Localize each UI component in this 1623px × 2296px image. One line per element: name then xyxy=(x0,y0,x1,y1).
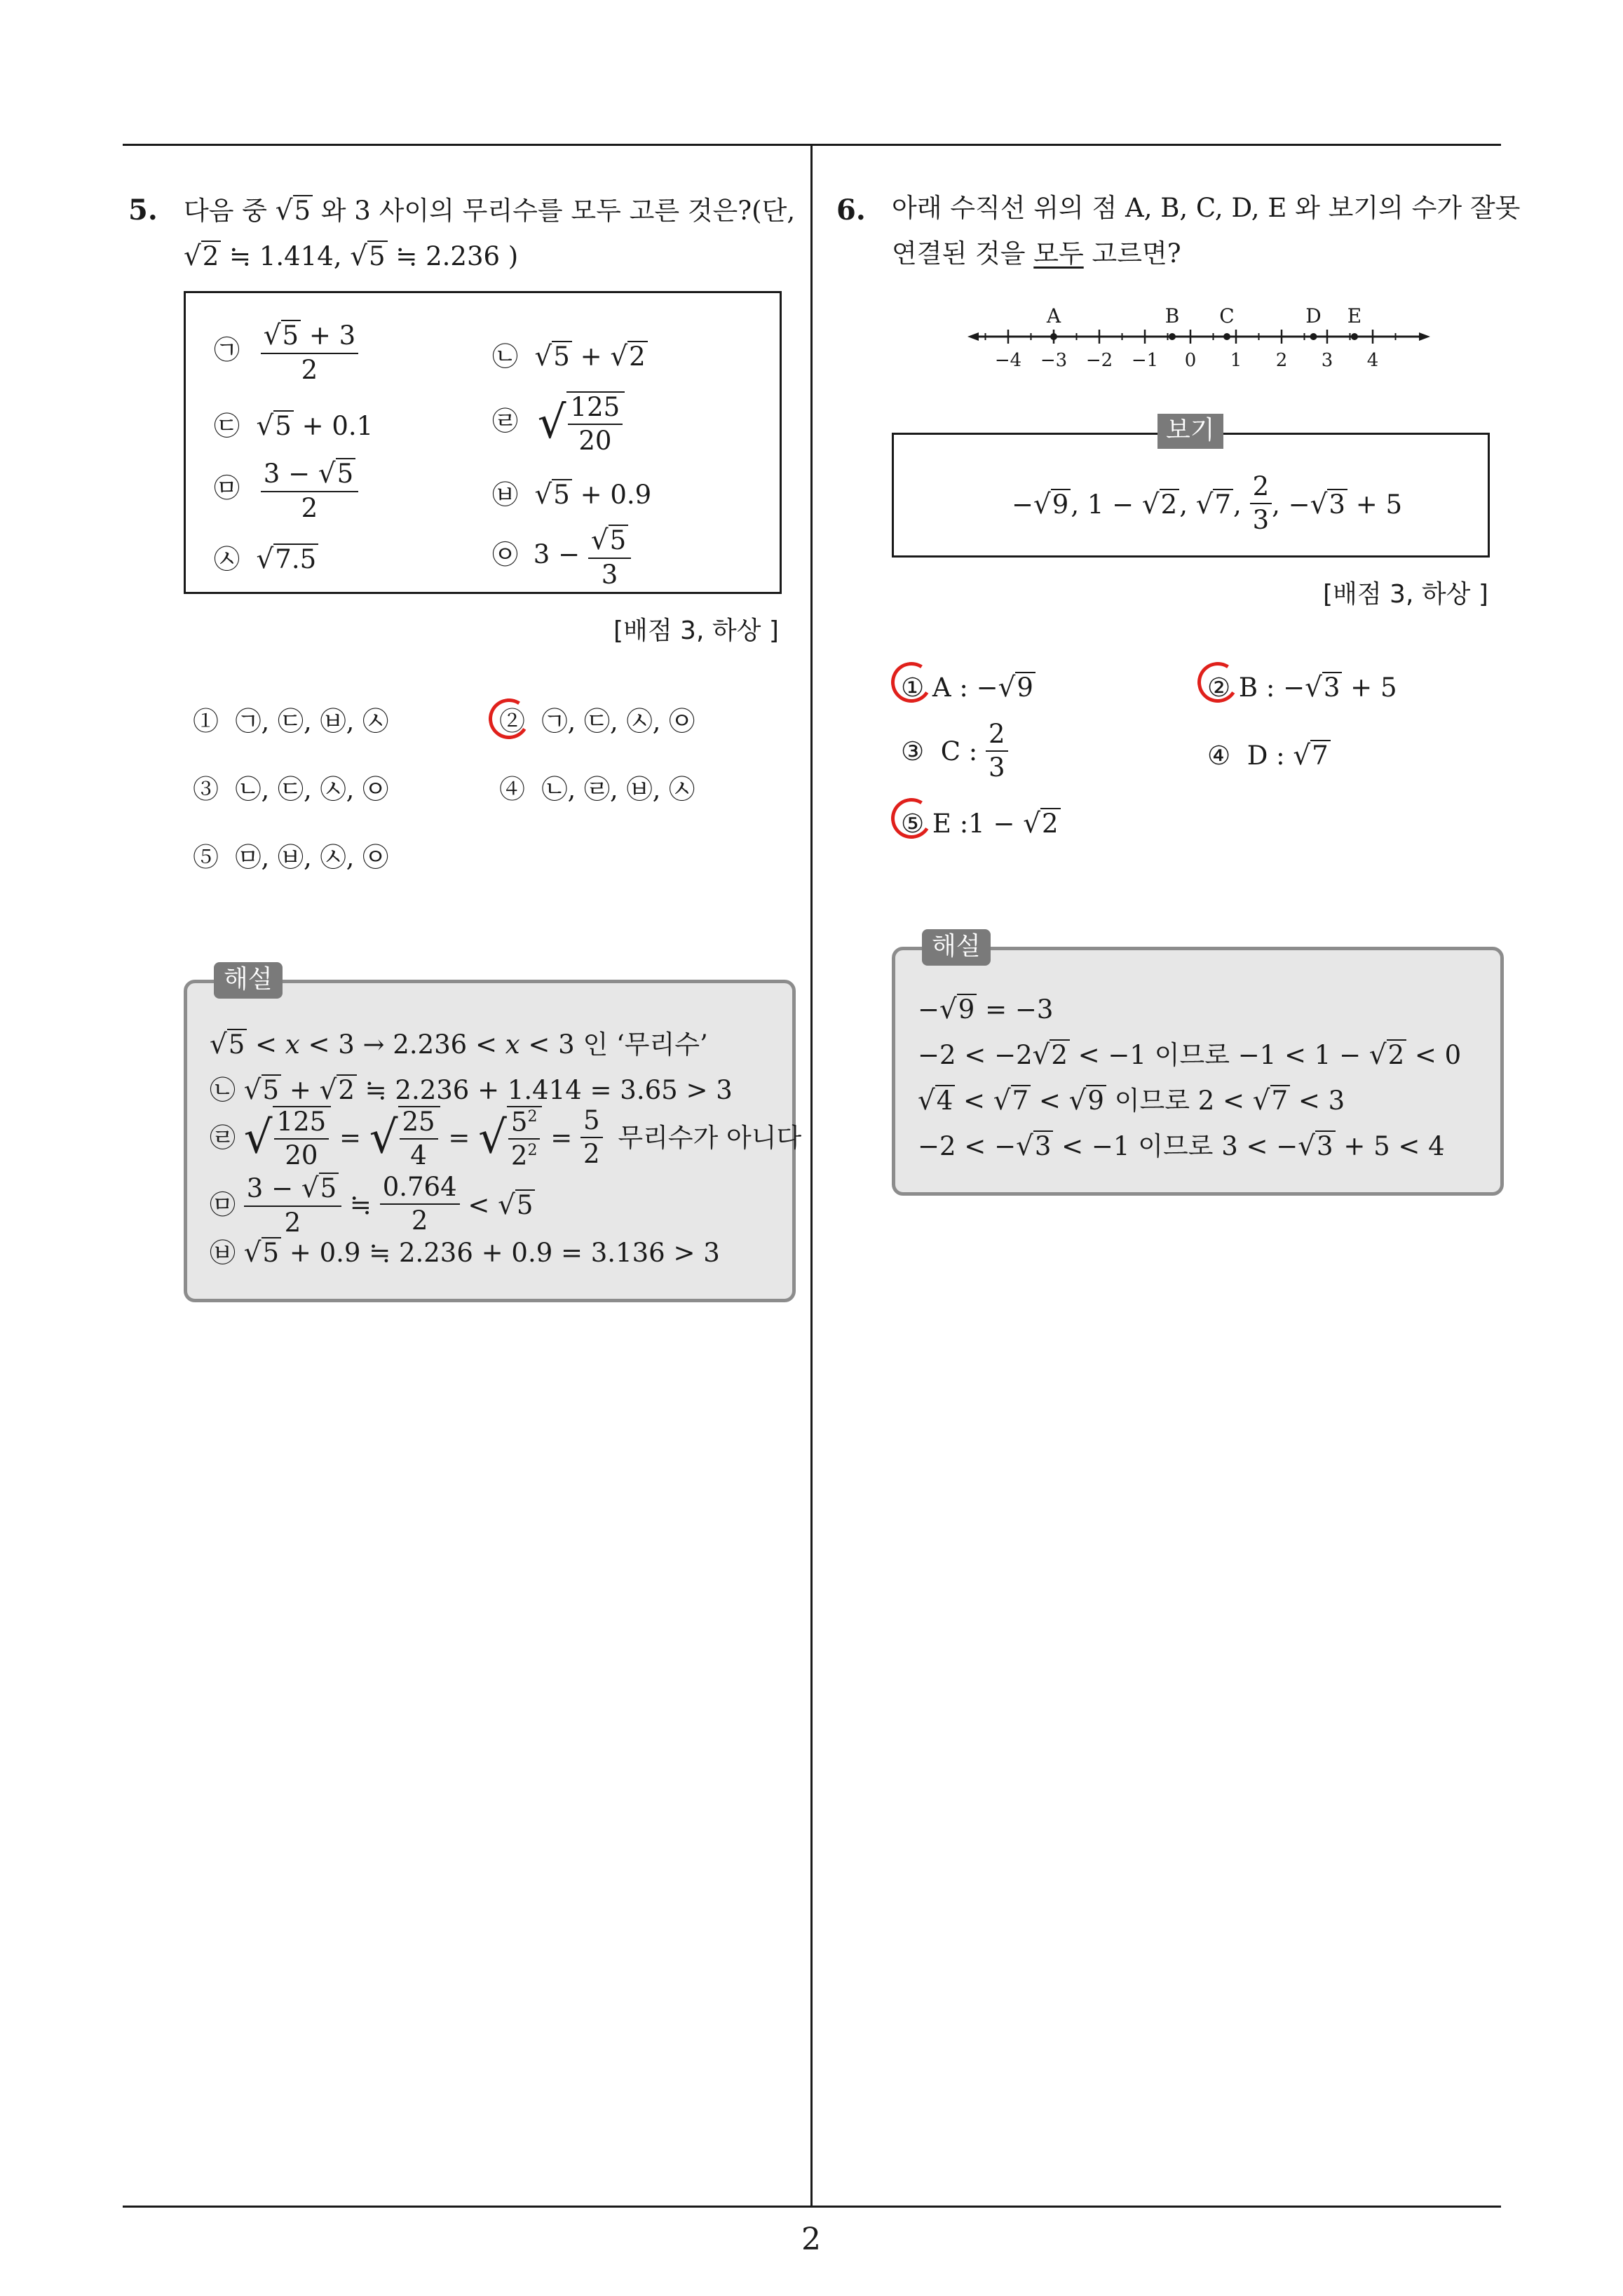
tick-label-2: −2 xyxy=(1085,350,1113,371)
q5-solution-tag: 해설 xyxy=(214,962,283,999)
q6-sol-line-4: −2 < −√3 < −1 이므로 3 < −√3 + 5 < 4 xyxy=(918,1130,1445,1162)
q6-sol-line-2: −2 < −2√2 < −1 이므로 −1 < 1 − √2 < 0 xyxy=(918,1039,1462,1071)
q5-item-5: ㉤ $\frac{3 - √5}{2}$ xyxy=(214,458,358,522)
q6-bogi-tag: 보기 xyxy=(1157,414,1223,449)
q5-stem: 다음 중 √5 와 3 사이의 무리수를 모두 고른 것은?(단, xyxy=(184,195,796,227)
q5-choice-3[interactable]: ③ ㉡, ㉢, ㉦, ㉧ xyxy=(193,774,389,804)
q5-number: 5. xyxy=(128,194,158,227)
q5-choice-2[interactable]: ② ㉠, ㉢, ㉦, ㉧ xyxy=(499,706,695,736)
q5-sol-line-3: ㉣ √ $\frac{125}{20}$ = √ $\frac{25}{4}$ = √ $\frac{5^2}{2^2}$ = $\frac{5}{2}$ 무리수가 아니다 xyxy=(210,1105,802,1171)
q5-item-3: ㉢ √5 + 0.1 xyxy=(214,410,374,442)
number-line-arrow-right xyxy=(1419,332,1430,341)
tick-label-8: 4 xyxy=(1366,350,1379,371)
q5-item-4: ㉣ √ $\frac{125}{20}$ xyxy=(492,391,625,455)
q5-choice-4[interactable]: ④ ㉡, ㉣, ㉥, ㉦ xyxy=(499,774,695,804)
point-C xyxy=(1223,333,1230,340)
point-label-A: A xyxy=(1046,304,1061,327)
point-A xyxy=(1050,333,1057,340)
tick-label-5: 1 xyxy=(1230,350,1242,371)
q6-solution-box xyxy=(892,947,1504,1196)
q6-number: 6. xyxy=(836,194,866,227)
q5-item-7: ㉦ √7.5 xyxy=(214,543,318,574)
q5-stem-condition: √2 ≒ 1.414, √5 ≒ 2.236 ) xyxy=(184,241,519,272)
q5-choice-1[interactable]: ① ㉠, ㉢, ㉥, ㉦ xyxy=(193,706,389,736)
tick-label-4: 0 xyxy=(1184,350,1197,371)
q6-underlined-word: 모두 xyxy=(1033,238,1084,269)
q5-solution-box xyxy=(184,980,802,1302)
point-label-E: E xyxy=(1347,304,1362,327)
point-B xyxy=(1169,333,1176,340)
q5-sol-line-4: ㉤ $\frac{3 - √5}{2}$ ≒ $\frac{0.764}{2}$ < √5 xyxy=(210,1173,535,1237)
q5-sol-line-5: ㉥ √5 + 0.9 ≒ 2.236 + 0.9 = 3.136 > 3 xyxy=(210,1237,720,1269)
q6-solution-tag: 해설 xyxy=(922,929,991,966)
q6-choice-5[interactable]: ⑤ E :1 − √2 xyxy=(901,808,1061,838)
point-E xyxy=(1351,333,1358,340)
tick-label-7: 3 xyxy=(1321,350,1333,371)
q5-option-box xyxy=(184,291,782,594)
point-label-D: D xyxy=(1305,304,1322,327)
q6-choice-2[interactable]: ② B : −√3 + 5 xyxy=(1207,672,1397,703)
point-D xyxy=(1310,333,1317,340)
q5-score: [배점 3, 하상 ] xyxy=(613,616,779,645)
q5-sol-line-1: √5 < x < 3 → 2.236 < x < 3 인 ‘무리수’ xyxy=(210,1029,708,1060)
tick-label-0: −4 xyxy=(994,350,1022,371)
tick-label-3: −1 xyxy=(1131,350,1159,371)
q6-stem: 아래 수직선 위의 점 A, B, C, D, E 와 보기의 수가 잘못 xyxy=(892,193,1521,223)
q5-item-2: ㉡ √5 + √2 xyxy=(492,341,648,371)
page-number: 2 xyxy=(801,2222,821,2257)
q6-sol-line-1: −√9 = −3 xyxy=(918,994,1054,1025)
q6-choice-1[interactable]: ① A : −√9 xyxy=(901,672,1035,702)
number-line xyxy=(967,298,1430,375)
q5-sol-line-3-text: 무리수가 아니다 xyxy=(618,1123,802,1154)
q6-bogi-box xyxy=(892,433,1490,558)
tick-label-1: −3 xyxy=(1040,350,1068,371)
q6-choice-4[interactable]: ④ D : √7 xyxy=(1207,740,1331,770)
q6-choice-3[interactable]: ③ C : $\frac{2}{3}$ xyxy=(901,721,1008,782)
q5-item-8: ㉧ 3 − $\frac{√5}{3}$ xyxy=(492,525,631,589)
point-label-C: C xyxy=(1219,304,1235,327)
number-line-axis xyxy=(967,304,1430,371)
column-divider xyxy=(810,144,813,2207)
tick-label-6: 2 xyxy=(1275,350,1288,371)
q6-stem-line-2: 연결된 것을 모두 고르면? xyxy=(892,238,1181,269)
q5-sol-line-2: ㉡ √5 + √2 ≒ 2.236 + 1.414 = 3.65 > 3 xyxy=(210,1074,733,1106)
q6-bogi-content: −√9, 1 − √2, √7, $\frac{2}{3}$ , −√3 + 5 xyxy=(1012,471,1403,535)
number-line-arrow-left xyxy=(967,332,979,341)
q5-item-6: ㉥ √5 + 0.9 xyxy=(492,479,652,511)
point-label-B: B xyxy=(1164,304,1180,327)
q5-item-1: ㉠ $\frac{√5 + 3}{2}$ xyxy=(214,320,358,384)
q6-score: [배점 3, 하상 ] xyxy=(1323,580,1488,609)
q6-sol-line-3: √4 < √7 < √9 이므로 2 < √7 < 3 xyxy=(918,1085,1345,1116)
q5-choice-5[interactable]: ⑤ ㉤, ㉥, ㉦, ㉧ xyxy=(193,842,389,872)
